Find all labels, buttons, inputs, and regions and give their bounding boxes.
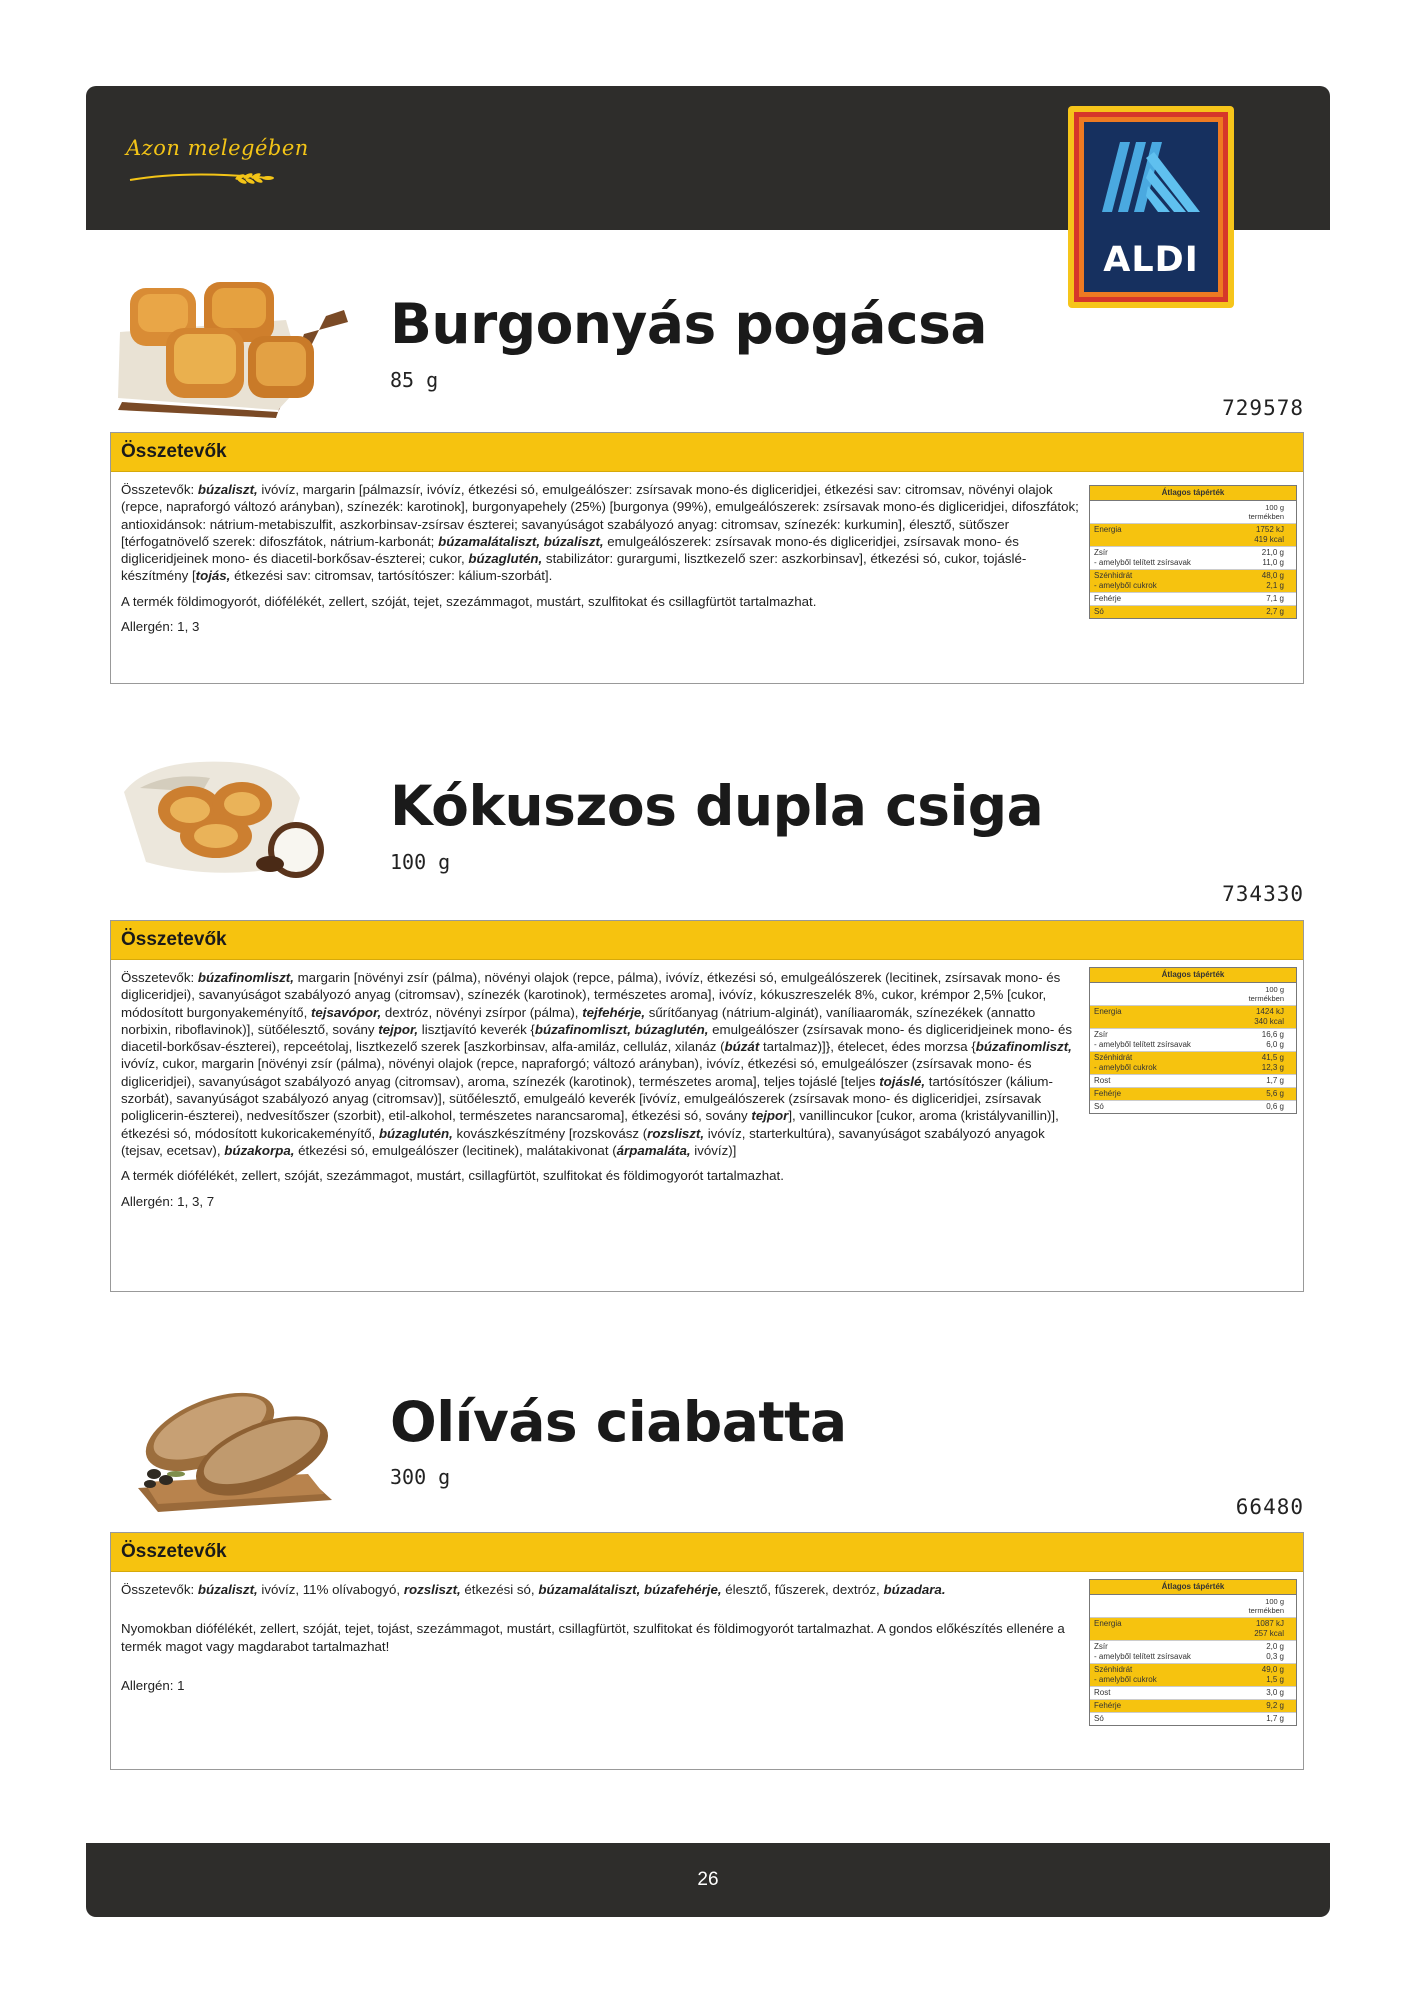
ingredients-box <box>110 920 1304 1292</box>
product-image-ciabatta <box>128 1382 348 1516</box>
product-image-csiga <box>110 752 340 882</box>
nutrition-row: Energia 1087 kJ 257 kcal <box>1090 1617 1296 1640</box>
allergen-text: Allergén: 1, 3 <box>121 619 200 635</box>
product-image-pogacsa <box>108 272 360 422</box>
nutrition-table <box>1089 485 1297 619</box>
nutrition-row: Só 2,7 g <box>1090 605 1296 618</box>
nutrition-per: 100 g termékben <box>1248 1597 1284 1615</box>
may-contain-text: A termék földimogyorót, diófélékét, zellert, szóját, tejet, szezámmagot, mustárt, szulfitokat és csillagfürtöt tartalmazhat. <box>121 593 817 609</box>
aldi-stripes-icon <box>1084 122 1218 232</box>
page-number: 26 <box>697 1869 719 1890</box>
nutrition-row: Só 1,7 g <box>1090 1712 1296 1725</box>
nutrition-heading: Átlagos tápérték <box>1090 1580 1296 1595</box>
may-contain-text: A termék diófélékét, zellert, szóját, szezámmagot, mustárt, csillagfürtöt, szulfitokat és földimogyorót tartalmazhat. <box>121 1168 784 1184</box>
nutrition-row: Rost 3,0 g <box>1090 1686 1296 1699</box>
ingredients-heading: Összetevők <box>121 929 227 950</box>
nutrition-row: Zsír - amelyből telített zsírsavak 16,6 g 6,0 g <box>1090 1028 1296 1051</box>
product-weight: 100 g <box>390 850 451 874</box>
aldi-wordmark: ALDI <box>1103 240 1199 280</box>
ingredients-box <box>110 1532 1304 1770</box>
nutrition-table <box>1089 1579 1297 1726</box>
nutrition-heading: Átlagos tápérték <box>1090 968 1296 983</box>
nutrition-row: Zsír - amelyből telített zsírsavak 21,0 g 11,0 g <box>1090 546 1296 569</box>
nutrition-table <box>1089 967 1297 1114</box>
allergen-text: Allergén: 1, 3, 7 <box>121 1193 215 1209</box>
ingredients-text: Összetevők: búzaliszt, ivóvíz, margarin [pálmazsír, ivóvíz, étkezési só, emulgeálószer: zsírsavak mono-és digliceridjei, étkezési sav: citromsav, növényi olajok (repce, napraforgó változó arányban), színezék: karotinok], burgonyapehely (25%) [burgonya (99%), emulgeálószerek: zsírsavak mono-és digliceridjei, difoszfátok; antioxidánsok: nátrium-metabiszulfit, aszkorbinsav-zsírsav észterei; savanyúságot szabályozó anyag: citromsav, színezék: kurkumin], élesztő, sütőszer [térfogatnövelő szerek: difoszfátok, nátrium-karbonát; búzamalátaliszt, búzaliszt, emulgeálószerek: zsírsavak mono-és digliceridjei, zsírsavak mono- és digliceridjeinek mono- és diacetil-borkősav-észterei; cukor, búzaglutén, stabilizátor: gurargumi, lisztkezelő szer: aszkorbinsav], étkezési só, cukor, tojáslé-készítmény [tojás, étkezési sav: citromsav, tartósítószer: kálium-szorbát]. <box>121 482 1079 584</box>
footer-bar <box>86 1843 1330 1917</box>
product-title: Olívás ciabatta <box>390 1390 847 1454</box>
nutrition-row: Fehérje 7,1 g <box>1090 592 1296 605</box>
tagline-logo: Azon melegében <box>126 136 309 160</box>
nutrition-row: Fehérje 5,6 g <box>1090 1087 1296 1100</box>
ingredients-text: Összetevők: búzaliszt, ivóvíz, 11% olívabogyó, rozsliszt, étkezési só, búzamalátaliszt, búzafehérje, élesztő, fűszerek, dextróz, búzadara. <box>121 1582 946 1597</box>
product-code: 729578 <box>1222 396 1304 420</box>
product-code: 66480 <box>1235 1495 1304 1519</box>
ingredients-text: Összetevők: búzafinomliszt, margarin [növényi zsír (pálma), növényi olajok (repce, pálma), ivóvíz, étkezési só, emulgeálószerek (lecitinek, zsírsavak mono- és digliceridjei), savanyúságot szabályozó anyag (citromsav), színezék (karotinok), természetes aroma], ivóvíz, kókuszreszelék 8%, cukor, krémpor 2,5% [cukor, módosított burgonyakeményítő, tejsavópor, dextróz, növényi zsírpor (pálma), tejfehérje, sűrítőanyag (nátrium-alginát), vaníliaaromák, színezékek (annatto norbixin, riboflavinok)], sütőélesztő, sovány tejpor, lisztjavító keverék {búzafinomliszt, búzaglutén, emulgeálószer (zsírsavak mono- és digliceridjeinek mono- és diacetil-borkősav-észterei), repceétolaj, lisztkezelő szerek [aszkorbinsav, alfa-amiláz, celluláz, xilanáz (búzát tartalmaz)]}, ételecet, édes morzsa {búzafinomliszt, ivóvíz, cukor, margarin [növényi zsír (pálma), növényi olajok (repce, napraforgó; változó arányban), ivóvíz, étkezési só, emulgeálószer (zsírsavak mono- és digliceridjei), savanyúságot szabályozó anyag (citromsav), aroma, színezék (karotinok), természetes aroma], teljes tojáslé [teljes tojáslé, tartósítószer (kálium-szorbát), savanyúságot szabályozó anyag (citromsav)], sütőélesztő, emulgeáló keverék [ivóvíz, emulgeálószerek (zsírsavak mono- és digliceridjei, zsírsavak poliglicerin-észterei), nedvesítőszer (szorbit), etil-alkohol, természetes narancsaroma], étkezési só, sovány tejpor], vanillincukor [cukor, aroma (kristályvanillin)], étkezési só, módosított kukoricakeményítő, búzaglutén, kovászkészítmény [rozskovász (rozsliszt, ivóvíz, starterkultúra), savanyúságot szabályozó anyagok (tejsav, ecetsav), búzakorpa, étkezési só, emulgeálószer (lecitinek), malátakivonat (árpamaláta, ivóvíz)] <box>121 970 1073 1158</box>
nutrition-row: Energia 1424 kJ 340 kcal <box>1090 1005 1296 1028</box>
nutrition-per: 100 g termékben <box>1248 985 1284 1003</box>
product-title: Burgonyás pogácsa <box>390 292 987 356</box>
ingredients-heading: Összetevők <box>121 441 227 462</box>
product-weight: 300 g <box>390 1465 451 1489</box>
nutrition-row: Rost 1,7 g <box>1090 1074 1296 1087</box>
allergen-text: Allergén: 1 <box>121 1677 185 1693</box>
wheat-icon <box>128 166 288 190</box>
nutrition-row: Só 0,6 g <box>1090 1100 1296 1113</box>
nutrition-row: Fehérje 9,2 g <box>1090 1699 1296 1712</box>
nutrition-row: Energia 1752 kJ 419 kcal <box>1090 523 1296 546</box>
nutrition-row: Zsír - amelyből telített zsírsavak 2,0 g 0,3 g <box>1090 1640 1296 1663</box>
nutrition-row: Szénhidrát - amelyből cukrok 48,0 g 2,1 g <box>1090 569 1296 592</box>
may-contain-text: Nyomokban diófélékét, zellert, szóját, tejet, tojást, szezámmagot, mustárt, csillagfürtöt, szulfitokat és földimogyorót tartalmazhat. A gondos előkészítés ellenére a termék magot vagy magdarabot tartalmazhat! <box>121 1621 1065 1654</box>
nutrition-heading: Átlagos tápérték <box>1090 486 1296 501</box>
ingredients-box <box>110 432 1304 684</box>
aldi-logo <box>1068 106 1234 308</box>
ingredients-heading: Összetevők <box>121 1541 227 1562</box>
nutrition-row: Szénhidrát - amelyből cukrok 41,5 g 12,3 g <box>1090 1051 1296 1074</box>
nutrition-per: 100 g termékben <box>1248 503 1284 521</box>
product-weight: 85 g <box>390 368 439 392</box>
nutrition-row: Szénhidrát - amelyből cukrok 49,0 g 1,5 g <box>1090 1663 1296 1686</box>
product-code: 734330 <box>1222 882 1304 906</box>
product-title: Kókuszos dupla csiga <box>390 774 1044 838</box>
